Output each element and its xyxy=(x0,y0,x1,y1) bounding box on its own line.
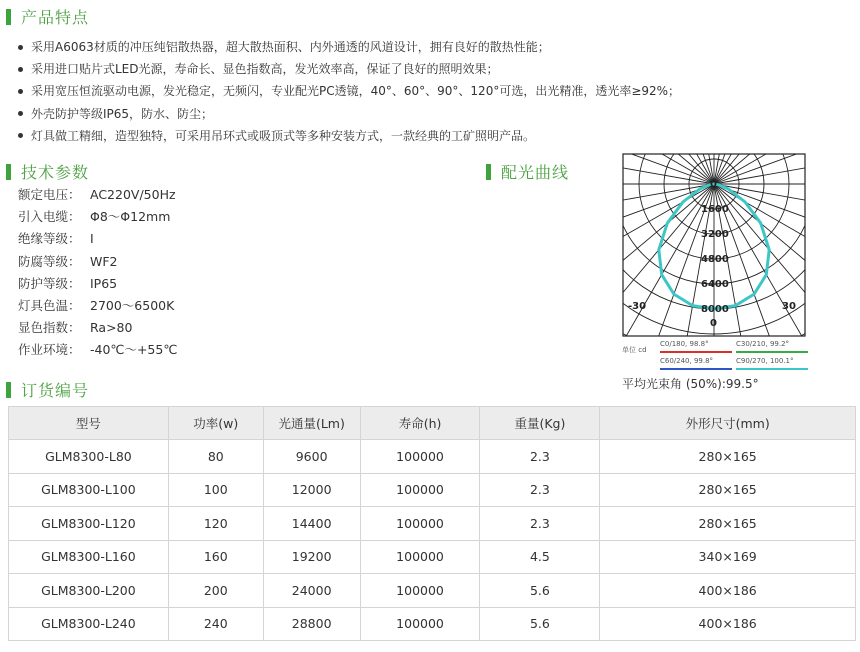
ring-label-8000: 8000 xyxy=(701,304,729,315)
bullet-icon xyxy=(18,89,23,94)
order-title: 订货编号 xyxy=(21,381,90,400)
curve-section-title xyxy=(486,160,569,183)
ring-label-4800: 4800 xyxy=(701,254,729,265)
feature-item: 采用宽压恒流驱动电源，发光稳定，无频闪，专业配光PC透镜，40°、60°、90°、120°可选，出光精准，透光率≥92%； xyxy=(18,80,848,102)
order-section-title xyxy=(6,378,89,401)
feature-item: 采用进口贴片式LED光源，寿命长、显色指数高，发光效率高，保证了良好的照明效果； xyxy=(18,58,848,80)
ring-label-3200: 3200 xyxy=(701,229,729,240)
legend-line-c30 xyxy=(736,351,808,353)
legend-line-c90 xyxy=(736,368,808,370)
spec-row: 作业环境： -40℃～+55℃ xyxy=(18,342,178,358)
header-life: 寿命(h) xyxy=(360,407,480,440)
header-model: 型号 xyxy=(9,407,169,440)
right-angle-label: 30 xyxy=(782,301,796,312)
polar-radial-line xyxy=(714,153,783,184)
legend-item-c90: C90/270, 100.1° xyxy=(736,357,794,365)
feature-item: 灯具做工精细，造型独特，可采用吊环式或吸顶式等多种安装方式，一款经典的工矿照明产品。 xyxy=(18,125,848,147)
header-power: 功率(w) xyxy=(168,407,263,440)
beam-angle-text: 平均光束角 (50%):99.5° xyxy=(622,377,759,391)
table-row: GLM8300-L240 240 28800 100000 5.6 400×186 xyxy=(9,607,856,641)
order-table xyxy=(8,406,856,641)
spec-row: 灯具色温： 2700～6500K xyxy=(18,297,175,313)
tech-title: 技术参数 xyxy=(21,163,90,182)
tech-section-title xyxy=(6,160,89,183)
ring-label-0: 0 xyxy=(710,179,717,190)
bullet-icon xyxy=(18,111,23,116)
features-title: 产品特点 xyxy=(21,8,90,27)
bullet-icon xyxy=(18,67,23,72)
table-row: GLM8300-L160 160 19200 100000 4.5 340×169 xyxy=(9,540,856,574)
table-row: GLM8300-L100 100 12000 100000 2.3 280×165 xyxy=(9,473,856,507)
polar-radial-line xyxy=(645,153,714,184)
section-marker xyxy=(6,382,11,398)
legend-line-c60 xyxy=(660,368,732,370)
feature-item: 外壳防护等级IP65，防水、防尘； xyxy=(18,103,848,125)
unit-label: 单位 cd xyxy=(622,346,647,354)
left-angle-label: -30 xyxy=(628,301,647,312)
header-size: 外形尺寸(mm) xyxy=(600,407,856,440)
feature-item: 采用A6063材质的冲压纯铝散热器，超大散热面积、内外通透的风道设计，拥有良好的散热性能； xyxy=(18,36,848,58)
features-section-title xyxy=(6,5,89,28)
bullet-icon xyxy=(18,45,23,50)
table-row: GLM8300-L120 120 14400 100000 2.3 280×165 xyxy=(9,507,856,541)
section-marker xyxy=(6,9,11,25)
curve-title: 配光曲线 xyxy=(501,163,570,182)
spec-row: 绝缘等级： I xyxy=(18,231,94,247)
header-flux: 光通量(Lm) xyxy=(263,407,360,440)
bullet-icon xyxy=(18,133,23,138)
legend-item-c0: C0/180, 98.8° xyxy=(660,340,709,348)
header-weight: 重量(Kg) xyxy=(480,407,600,440)
legend-item-c60: C60/240, 99.8° xyxy=(660,357,714,365)
section-marker xyxy=(6,164,11,180)
table-header-row xyxy=(9,407,856,440)
ring-label-1600: 1600 xyxy=(701,204,729,215)
table-row: GLM8300-L200 200 24000 100000 5.6 400×186 xyxy=(9,574,856,608)
spec-row: 引入电缆： Φ8～Φ12mm xyxy=(18,209,171,225)
ring-label-6400: 6400 xyxy=(701,279,729,290)
legend-line-c0 xyxy=(660,351,732,353)
bottom-angle-label: 0 xyxy=(710,318,717,329)
feature-list xyxy=(18,36,848,147)
polar-legend xyxy=(622,339,812,371)
spec-row: 额定电压： AC220V/50Hz xyxy=(18,187,176,202)
section-marker xyxy=(486,164,491,180)
spec-list xyxy=(18,184,177,362)
spec-row: 防护等级： IP65 xyxy=(18,275,118,291)
legend-item-c30: C30/210, 99.2° xyxy=(736,340,790,348)
spec-row: 防腐等级： WF2 xyxy=(18,253,118,269)
table-row: GLM8300-L80 80 9600 100000 2.3 280×165 xyxy=(9,440,856,474)
spec-row: 显色指数： Ra>80 xyxy=(18,320,133,336)
polar-diagram xyxy=(622,153,806,337)
